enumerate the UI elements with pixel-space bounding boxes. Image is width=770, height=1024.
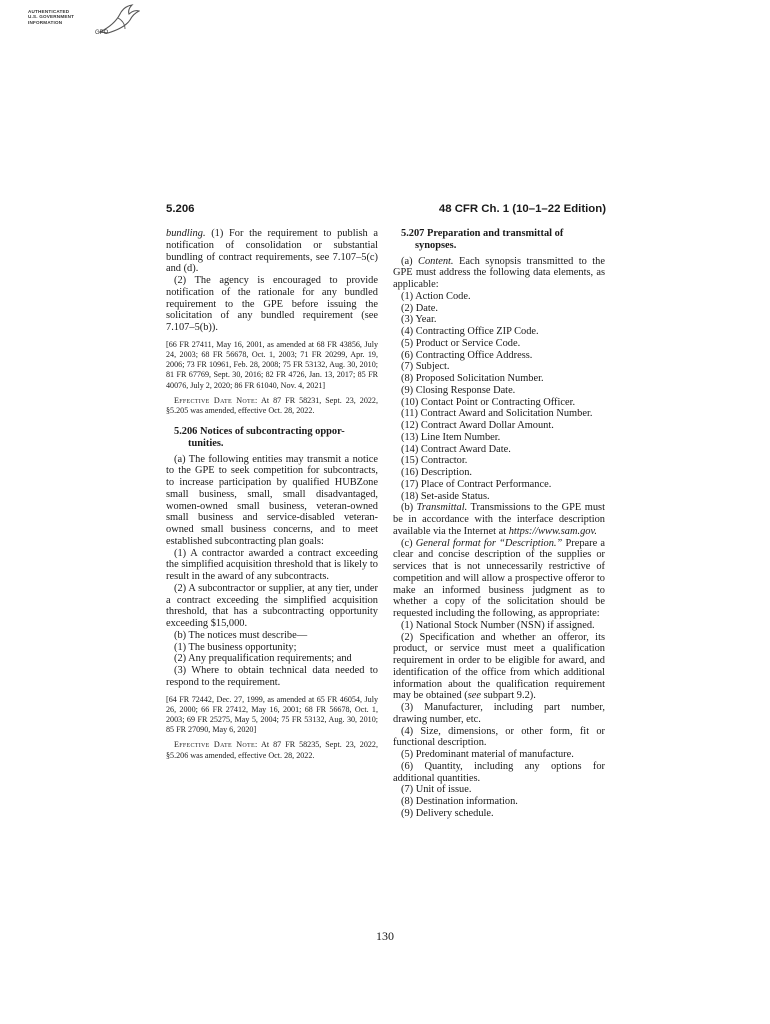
paragraph: (4) Size, dimensions, or other form, fit or functional description. bbox=[393, 725, 605, 749]
data-element-item: (3) Year. bbox=[401, 314, 437, 326]
section-heading-5-206 bbox=[166, 426, 378, 450]
paragraph bbox=[393, 502, 605, 537]
gpo-seal-line: U.S. GOVERNMENT bbox=[28, 14, 75, 20]
paragraph-lead: (b) bbox=[401, 502, 417, 514]
paragraph-text: Each synopsis transmitted to the GPE must address the following data elements, as applicable: bbox=[393, 255, 605, 290]
left-column bbox=[166, 228, 378, 769]
gpo-seal-line: AUTHENTICATED bbox=[28, 9, 70, 14]
data-element-item: (6) Contracting Office Address. bbox=[401, 349, 533, 361]
paragraph bbox=[393, 632, 605, 703]
italic-term: General format for “Description.” bbox=[415, 537, 563, 549]
paragraph: (8) Destination information. bbox=[401, 796, 518, 807]
paragraph: (6) Quantity, including any options for additional quantities. bbox=[393, 760, 605, 784]
data-element-item: (14) Contract Award Date. bbox=[401, 443, 511, 455]
data-element-item: (2) Date. bbox=[401, 302, 438, 314]
header-section-number: 5.206 bbox=[166, 203, 195, 215]
paragraph bbox=[393, 538, 605, 620]
heading-text: 5.207 Preparation and transmittal of bbox=[401, 228, 564, 239]
data-element-item: (10) Contact Point or Contracting Officer. bbox=[401, 396, 576, 408]
paragraph: (1) The business opportunity; bbox=[174, 641, 297, 653]
paragraph-text: Prepare a clear and concise description of the supplies or services that is not unnecessarily restrictive of competition and will allow a prospective offeror to make an informed business judgment as to whether a copy of the solicitation should be requested including the following, as appropriate: bbox=[393, 537, 605, 619]
sam-gov-link[interactable]: https://www.sam.gov. bbox=[508, 525, 597, 537]
data-element-item: (12) Contract Award Dollar Amount. bbox=[401, 420, 554, 431]
heading-text: 5.206 Notices of subcontracting oppor- bbox=[174, 426, 345, 438]
header-edition: 48 CFR Ch. 1 (10–1–22 Edition) bbox=[438, 203, 606, 215]
running-header bbox=[166, 203, 606, 217]
paragraph: (2) A subcontractor or supplier, at any tier, under a contract exceeding the simplified acquisition threshold, that has a subcontracting opportunity exceeding $15,000. bbox=[166, 582, 378, 630]
data-element-item: (11) Contract Award and Solicitation Number. bbox=[401, 408, 593, 420]
data-element-item: (5) Product or Service Code. bbox=[401, 337, 521, 349]
page-number: 130 bbox=[376, 929, 394, 943]
data-element-list bbox=[393, 291, 605, 503]
italic-term: see bbox=[467, 690, 482, 702]
paragraph-text: Transmissions to the GPE must be in accordance with the interface description available via the Internet at bbox=[393, 502, 605, 537]
paragraph bbox=[393, 256, 605, 291]
note-label: Effective Date Note: bbox=[174, 395, 258, 405]
gpo-authentication-seal bbox=[28, 9, 74, 25]
section-heading-5-207 bbox=[393, 228, 605, 252]
heading-text-cont: synopses. bbox=[415, 239, 457, 251]
paragraph: (3) Where to obtain technical data needed to respond to the requirement. bbox=[166, 665, 378, 688]
data-element-item: (8) Proposed Solicitation Number. bbox=[401, 373, 544, 384]
data-element-item: (7) Subject. bbox=[401, 361, 450, 373]
gpo-seal-mark: GPO bbox=[95, 30, 109, 36]
data-element-item: (15) Contractor. bbox=[401, 455, 468, 467]
paragraph-text: (1) For the requirement to publish a notification of consolidation or substantial bundling of contract requirements, see 7.107–5(c) and (d). bbox=[166, 228, 378, 275]
data-element-item: (18) Set-aside Status. bbox=[401, 490, 490, 502]
paragraph: (1) National Stock Number (NSN) if assigned. bbox=[401, 619, 595, 631]
note-label: Effective Date Note: bbox=[174, 740, 258, 750]
data-element-item: (4) Contracting Office ZIP Code. bbox=[401, 326, 539, 337]
data-element-item: (17) Place of Contract Performance. bbox=[401, 478, 552, 490]
note-text: At 87 FR 58231, Sept. 23, 2022, §5.205 was amended, effective Oct. 28, 2022. bbox=[166, 395, 379, 415]
paragraph: (a) The following entities may transmit a notice to the GPE to seek competition for subcontracts, to increase participation by qualified HUBZone small business, small, small disadvantaged, women-owned small business, veteran-owned small business and service-disabled veteran-owned small business concerns, and to meet established subcontracting plan goals: bbox=[166, 453, 378, 547]
source-citation: [64 FR 72442, Dec. 27, 1999, as amended at 65 FR 46054, July 26, 2000; 66 FR 27412, May 16, 2001; 68 FR 56678, Oct. 1, 2003; 69 FR 25275, May 5, 2004; 75 FR 53132, Aug. 30, 2010; 85 FR 27090, May 6, 2020] bbox=[166, 694, 378, 735]
paragraph-lead: (c) bbox=[401, 537, 416, 549]
paragraph: (2) The agency is encouraged to provide notification of the rationale for any bundled requirement to the GPE before issuing the solicitation of any bundled requirement (see 7.107–5(b)). bbox=[166, 275, 378, 333]
right-column bbox=[393, 228, 605, 820]
italic-term: Content. bbox=[418, 255, 454, 267]
note-text: At 87 FR 58235, Sept. 23, 2022, §5.206 was amended, effective Oct. 28, 2022. bbox=[166, 740, 379, 760]
data-element-item: (13) Line Item Number. bbox=[401, 431, 501, 443]
source-citation: [66 FR 27411, May 16, 2001, as amended at 68 FR 43856, July 24, 2003; 68 FR 56678, Oct. 1, 2003; 71 FR 20299, Apr. 19, 2006; 73 FR 10961, Feb. 28, 2008; 75 FR 53132, Aug. 30, 2010; 81 FR 67769, Sept. 30, 2016; 82 FR 4726, Jan. 13, 2017; 85 FR 40076, July 2, 2020; 86 FR 61040, Nov. 4, 2021] bbox=[166, 339, 378, 390]
paragraph: (2) Any prequalification requirements; and bbox=[174, 653, 352, 665]
paragraph-text: subpart 9.2). bbox=[481, 690, 536, 702]
paragraph-text: (2) Specification and whether an offeror, its product, or service must meet a qualification requirement in order to be eligible for award, and identification of the office from which additional information about the qualification requirement may be obtained ( bbox=[393, 631, 605, 702]
effective-date-note bbox=[166, 396, 378, 416]
paragraph bbox=[166, 228, 378, 275]
data-element-item: (1) Action Code. bbox=[401, 290, 471, 302]
paragraph: (b) The notices must describe— bbox=[174, 629, 308, 641]
effective-date-note bbox=[166, 740, 378, 760]
italic-term: Transmittal. bbox=[416, 502, 468, 514]
paragraph: (5) Predominant material of manufacture. bbox=[401, 749, 574, 760]
italic-term: bundling. bbox=[166, 228, 206, 239]
paragraph: (9) Delivery schedule. bbox=[401, 807, 494, 819]
paragraph: (7) Unit of issue. bbox=[401, 784, 472, 796]
paragraph-lead: (a) bbox=[401, 255, 419, 267]
data-element-item: (9) Closing Response Date. bbox=[401, 384, 516, 396]
paragraph: (3) Manufacturer, including part number, drawing number, etc. bbox=[393, 702, 605, 725]
heading-text-cont: tunities. bbox=[188, 437, 224, 449]
gpo-seal-line: INFORMATION bbox=[28, 19, 63, 25]
paragraph: (1) A contractor awarded a contract exceeding the simplified acquisition threshold that is likely to result in the award of any subcontracts. bbox=[166, 547, 378, 583]
data-element-item: (16) Description. bbox=[401, 467, 472, 478]
